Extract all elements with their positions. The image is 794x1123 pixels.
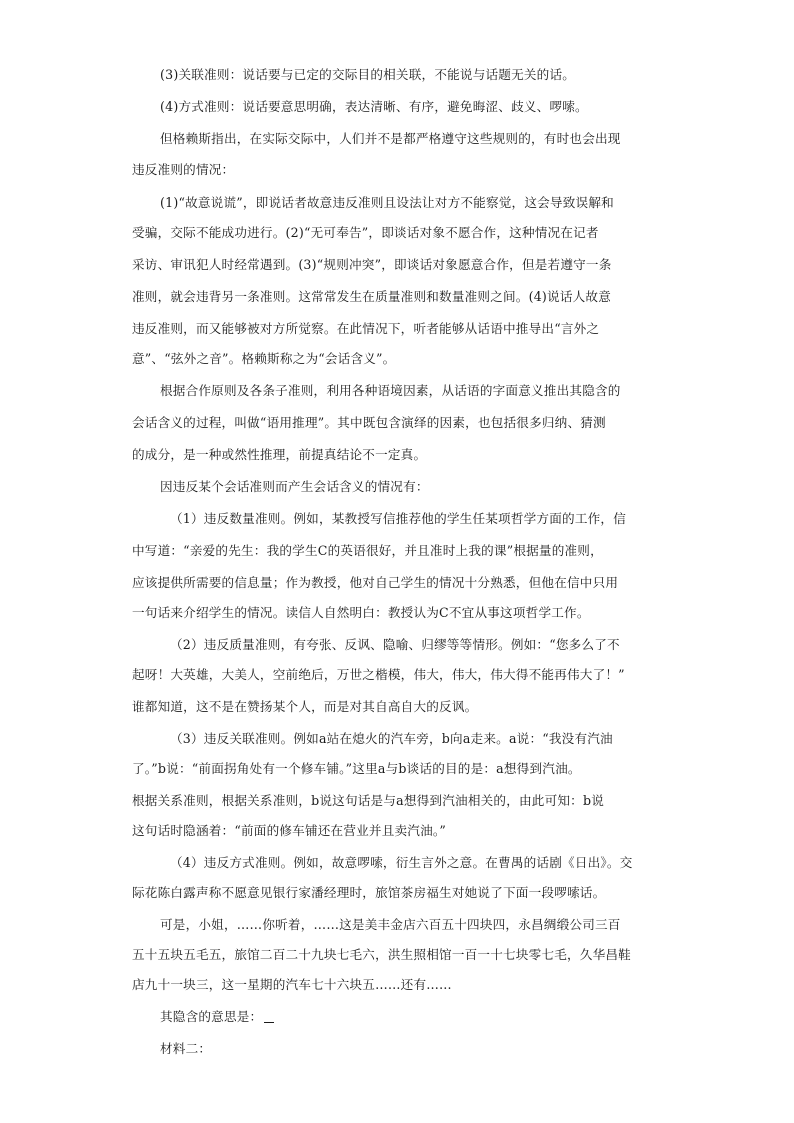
text-line: 但格赖斯指出，在实际交际中，人们并不是都严格遵守这些规则的，有时也会出现 xyxy=(160,131,621,146)
question-prompt: 其隐含的意思是： xyxy=(160,1009,263,1024)
text-line: （3）违反关联准则。例如a站在熄火的汽车旁，b向a走来。a说：“我没有汽油 xyxy=(170,731,613,746)
text-line: (4)方式准则：说话要意思明确，表达清晰、有序，避免晦涩、歧义、啰嗦。 xyxy=(160,99,588,114)
text-line: 因违反某个会话准则而产生会话含义的情况有： xyxy=(160,479,429,494)
text-line: 违反准则，而又能够被对方所觉察。在此情况下，听者能够从话语中推导出“言外之 xyxy=(132,321,600,336)
text-line: 际花陈白露声称不愿意见银行家潘经理时，旅馆茶房福生对她说了下面一段啰嗦话。 xyxy=(132,885,606,900)
question-line xyxy=(160,1008,700,1026)
text-line: 根据合作原则及各条子准则，利用各种语境因素，从话语的字面意义推出其隐含的 xyxy=(160,383,621,398)
text-line: 中写道：“亲爱的先生：我的学生C的英语很好，并且准时上我的课”根据量的准则， xyxy=(132,543,603,558)
text-line: 的成分，是一种或然性推理，前提真结论不一定真。 xyxy=(132,447,427,462)
text-line: 受骗，交际不能成功进行。(2)“无可奉告”，即谈话对象不愿合作，这种情况在记者 xyxy=(132,225,599,240)
text-line: 违反准则的情况： xyxy=(132,162,235,177)
text-line: 了。”b说：“前面拐角处有一个修车铺。”这里a与b谈话的目的是：a想得到汽油。 xyxy=(132,761,581,776)
text-line: (3)关联准则：说话要与已定的交际目的相关联，不能说与话题无关的话。 xyxy=(160,67,576,82)
text-line: 这句话时隐涵着：“前面的修车铺还在营业并且卖汽油。” xyxy=(132,823,447,838)
text-line: （1）违反数量准则。例如，某教授写信推荐他的学生任某项哲学方面的工作，信 xyxy=(170,511,626,526)
text-line: 采访、审讯犯人时经常遇到。(3)“规则冲突”，即谈话对象愿意合作，但是若遵守一条 xyxy=(132,257,612,272)
text-line: 根据关系准则，根据关系准则，b说这句话是与a想得到汽油相关的，由此可知：b说 xyxy=(132,793,605,808)
text-line: 准则，就会违背另一条准则。这常常发生在质量准则和数量准则之间。(4)说话人故意 xyxy=(132,289,612,304)
text-line: （2）违反质量准则，有夸张、反讽、隐喻、归缪等等情形。例如：“您多么了不 xyxy=(170,637,620,652)
answer-blank[interactable] xyxy=(264,1010,274,1023)
text-line: （4）违反方式准则。例如，故意啰嗦，衍生言外之意。在曹禺的话剧《日出》。交 xyxy=(170,855,633,870)
text-line: 会话含义的过程，叫做“语用推理”。其中既包含演绎的因素，也包括很多归纳、猜测 xyxy=(132,415,606,430)
text-line: 谁都知道，这不是在赞扬某个人，而是对其自高自大的反讽。 xyxy=(132,699,478,714)
text-line: 一句话来介绍学生的情况。读信人自然明白：教授认为C不宜从事这项哲学工作。 xyxy=(132,605,590,620)
text-line: 店九十一块三，这一星期的汽车七十六块五……还有…… xyxy=(132,977,452,992)
text-line: (1)“故意说谎”，即说话者故意违反准则且设法让对方不能察觉，这会导致误解和 xyxy=(160,195,614,210)
section-heading: 材料二： xyxy=(160,1041,212,1056)
text-line: 意”、“弦外之音”。格赖斯称之为“会话含义”。 xyxy=(132,351,396,366)
text-line: 五十五块五毛五，旅馆二百二十九块七毛六，洪生照相馆一百一十七块零七毛，久华昌鞋 xyxy=(132,947,631,962)
text-line: 应该提供所需要的信息量；作为教授，他对自己学生的情况十分熟悉，但他在信中只用 xyxy=(132,575,619,590)
text-line: 起呀！大英雄，大美人，空前绝后，万世之楷模，伟大，伟大，伟大得不能再伟大了！” xyxy=(132,667,625,682)
text-line: 可是，小姐，……你听着，……这是美丰金店六百五十四块四，永昌绸缎公司三百 xyxy=(160,917,621,932)
